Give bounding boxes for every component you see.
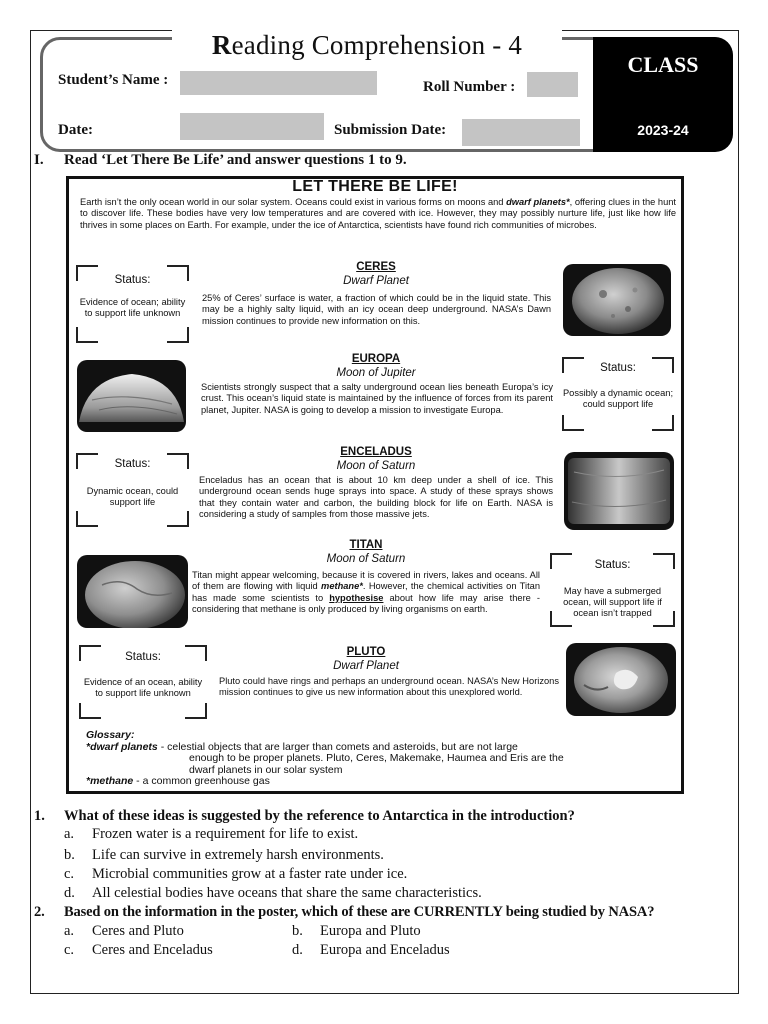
enceladus-image <box>564 452 674 530</box>
q2-option-d[interactable]: d. Europa and Enceladus <box>292 942 450 958</box>
poster-intro: Earth isn’t the only ocean world in our solar system. Oceans could exist in various forms on moons and dwarf planets*, offering clues in the hunt to discover life. These bodies have very low temperatures and are covered with ice. However, they may possibly nurture life, just like how life thrives in some places on Earth. For example, under the ice of Antarctica, scientists have found rich communities of microbes. <box>80 197 677 230</box>
q1-option-a[interactable]: a. Frozen water is a requirement for life to exist. <box>64 826 359 842</box>
status-text-pluto: Evidence of an ocean, ability to support life unknown <box>83 677 203 698</box>
planet-type-europa: Moon of Jupiter <box>336 367 416 379</box>
planet-desc-ceres: 25% of Ceres’ surface is water, a fraction of which could be in the liquid state. This may be a highly salty liquid, with an icy ocean deep underground. NASA’s Dawn mission continues to provide new information on this. <box>202 293 551 326</box>
titan-icon <box>77 555 188 628</box>
status-text-ceres: Evidence of ocean; ability to support life unknown <box>79 297 186 318</box>
europa-image <box>77 360 186 432</box>
class-label: CLASS <box>627 52 699 77</box>
planet-name-ceres: CERES <box>356 261 396 273</box>
page-title: Reading Comprehension - 4 <box>211 30 523 60</box>
planet-name-europa: EUROPA <box>351 353 401 365</box>
academic-year: 2023-24 <box>637 122 689 138</box>
planet-name-titan: TITAN <box>349 539 383 551</box>
submission-date-field[interactable] <box>462 119 580 146</box>
student-name-label: Student’s Name : <box>58 72 169 88</box>
roll-number-label: Roll Number : <box>423 79 516 95</box>
q2-option-a[interactable]: a. Ceres and Pluto <box>64 923 184 939</box>
status-text-titan: May have a submerged ocean, will support life if ocean isn’t trapped <box>563 586 662 618</box>
planet-name-pluto: PLUTO <box>346 646 386 658</box>
status-label: Status: <box>600 362 636 374</box>
planet-desc-europa: Scientists strongly suspect that a salty underground ocean lies beneath Europa’s icy crust. This ocean’s liquid state is maintained by the influence of forces from its parent planet, Jupiter. NASA is going to develop a mission to investigate Europa. <box>201 382 553 415</box>
planet-desc-pluto: Pluto could have rings and perhaps an underground ocean. NASA’s New Horizons mission continues to give us new information about this unexplored world. <box>219 676 559 698</box>
status-text-enceladus: Dynamic ocean, could support life <box>86 486 179 507</box>
enceladus-icon <box>564 452 674 530</box>
student-name-field[interactable] <box>180 71 377 95</box>
planet-type-enceladus: Moon of Saturn <box>336 460 416 472</box>
ceres-icon <box>563 264 671 336</box>
status-frame-pluto <box>79 645 207 719</box>
ceres-image <box>563 264 671 336</box>
planet-type-ceres: Dwarf Planet <box>343 275 409 287</box>
status-frame-titan <box>550 553 675 627</box>
poster-title: LET THERE BE LIFE! <box>292 178 458 195</box>
section-instruction: I. Read ‘Let There Be Life’ and answer questions 1 to 9. <box>34 152 407 168</box>
status-label: Status: <box>114 274 151 286</box>
planet-desc-titan: Titan might appear welcoming, because it is covered in rivers, lakes and oceans. All of them are flowing with liquid methane*. However, the chemical activities on Titan has made some scientists to hypothesise about how life may arise there - considering that methane is only produced by living organisms on earth. <box>192 570 540 614</box>
roll-number-field[interactable] <box>527 72 578 97</box>
glossary-heading: Glossary: <box>86 729 135 741</box>
status-text-europa: Possibly a dynamic ocean; could support life <box>562 388 674 409</box>
date-label: Date: <box>58 122 93 138</box>
planet-name-enceladus: ENCELADUS <box>340 446 412 458</box>
question-1: 1. What of these ideas is suggested by the reference to Antarctica in the introduction? <box>34 808 575 824</box>
q2-option-b[interactable]: b. Europa and Pluto <box>292 923 421 939</box>
q2-option-c[interactable]: c. Ceres and Enceladus <box>64 942 213 958</box>
q1-option-d[interactable]: d. All celestial bodies have oceans that share the same characteristics. <box>64 885 482 901</box>
glossary-entry-methane: *methane - a common greenhouse gas <box>86 775 270 787</box>
glossary <box>86 730 676 788</box>
status-label: Status: <box>114 458 151 470</box>
status-frame-europa <box>562 357 674 431</box>
status-frame-enceladus <box>76 453 189 527</box>
europa-icon <box>77 360 186 432</box>
glossary-entry-dwarf-planets: *dwarf planets - celestial objects that are larger than comets and asteroids, but are not large <box>86 740 518 753</box>
planet-type-pluto: Dwarf Planet <box>333 660 399 672</box>
date-field[interactable] <box>180 113 324 140</box>
glossary-entry-cont: enough to be proper planets. Pluto, Ceres, Makemake, Haumea and Eris are the <box>189 752 564 764</box>
glossary-entry-cont2: dwarf planets in our solar system <box>189 763 343 776</box>
submission-date-label: Submission Date: <box>334 122 447 138</box>
pluto-icon <box>566 643 676 716</box>
pluto-image <box>566 643 676 716</box>
q1-option-c[interactable]: c. Microbial communities grow at a faster rate under ice. <box>64 866 408 882</box>
q1-option-b[interactable]: b. Life can survive in extremely harsh environments. <box>64 847 384 863</box>
status-label: Status: <box>594 559 631 571</box>
planet-type-titan: Moon of Saturn <box>326 553 406 565</box>
planet-desc-enceladus: Enceladus has an ocean that is about 10 km deep under a shell of ice. This underground ocean sends huge sprays into space. A study of these sprays shows that they contain water and carbon, the building block for life on Earth. NASA is considering a study of samples from those massive jets. <box>199 475 553 519</box>
titan-image <box>77 555 188 628</box>
status-label: Status: <box>125 651 161 663</box>
question-2: 2. Based on the information in the poster, which of these are CURRENTLY being studied by NASA? <box>34 904 655 920</box>
status-frame-ceres <box>76 265 189 343</box>
